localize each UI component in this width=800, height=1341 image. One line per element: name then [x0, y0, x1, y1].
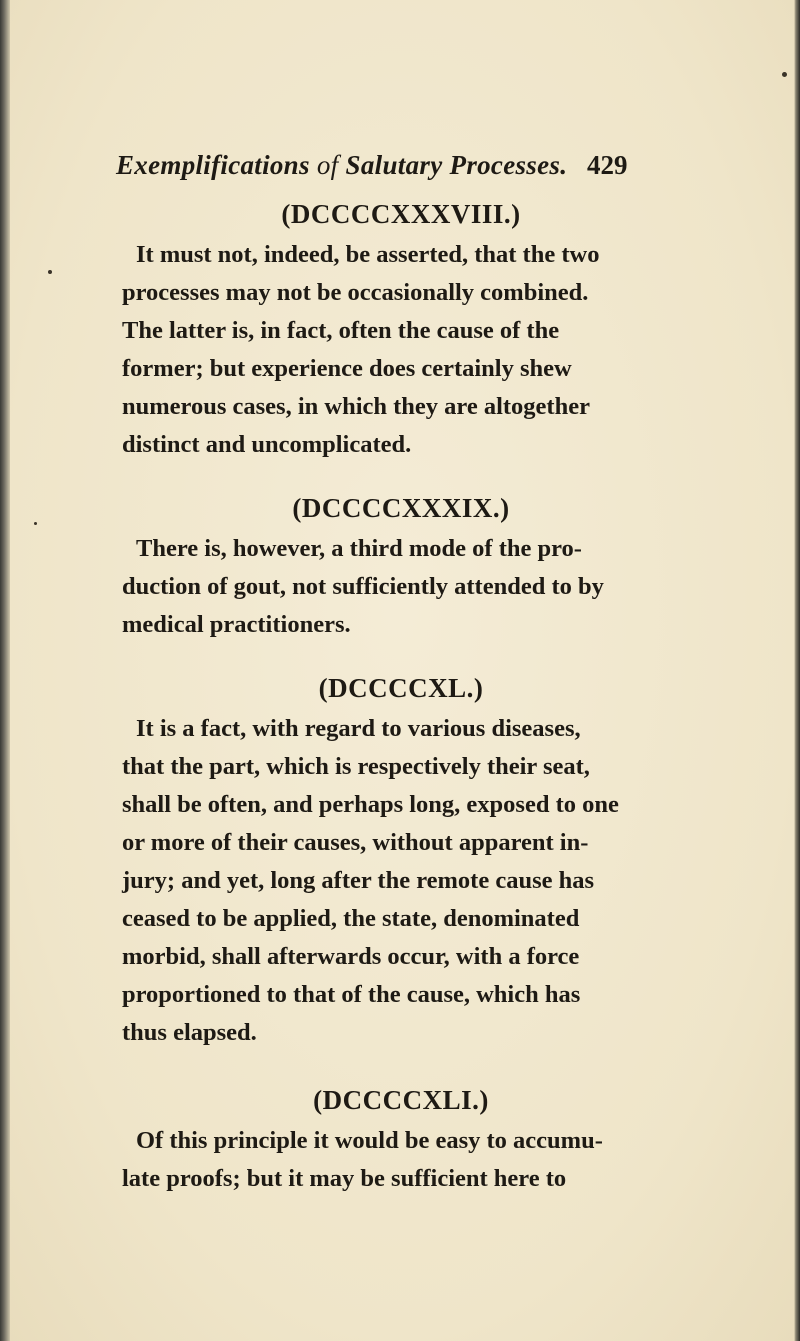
section-heading: (DCCCCXLI.) [313, 1085, 489, 1115]
text-line: late proofs; but it may be sufficient here to [122, 1165, 567, 1192]
text-line: It must not, indeed, be asserted, that the two [136, 241, 600, 268]
text-line: jury; and yet, long after the remote cause has [122, 867, 595, 894]
text-line: duction of gout, not sufficiently attended to by [122, 573, 604, 600]
text-line: shall be often, and perhaps long, exposed to one [122, 791, 619, 818]
section-dccccxli [122, 1084, 662, 1198]
text-line: that the part, which is respectively their seat, [122, 753, 590, 780]
page-outer-edge [794, 0, 800, 1341]
section-dccccxxxix [122, 492, 662, 644]
section-dccccxxxviii [122, 198, 662, 464]
section-heading: (DCCCCXXXIX.) [292, 493, 510, 523]
section-heading: (DCCCCXL.) [318, 673, 484, 703]
text-line: proportioned to that of the cause, which has [122, 981, 581, 1008]
section-paragraph [122, 710, 662, 1052]
section-dccccxl [122, 672, 662, 1052]
page-binding-edge [0, 0, 10, 1341]
text-line: The latter is, in fact, often the cause of the [122, 317, 560, 344]
page-number: 429 [587, 150, 628, 180]
text-line: thus elapsed. [122, 1019, 257, 1046]
text-line: or more of their causes, without apparent in- [122, 829, 589, 856]
paper-speck [48, 270, 52, 274]
section-paragraph [122, 236, 662, 464]
text-line: morbid, shall afterwards occur, with a force [122, 943, 580, 970]
paper-speck [782, 72, 787, 77]
text-line: It is a fact, with regard to various diseases, [136, 715, 581, 742]
running-title-part: of [316, 150, 339, 180]
section-paragraph [122, 1122, 662, 1198]
running-header [0, 150, 800, 190]
running-title-part: Exemplifications [116, 150, 310, 180]
text-line: processes may not be occasionally combined. [122, 279, 589, 306]
running-title-part: Salutary Processes. [345, 150, 568, 180]
text-line: There is, however, a third mode of the pro- [136, 535, 582, 562]
text-line: medical practitioners. [122, 611, 351, 638]
paper-speck [34, 522, 37, 525]
text-line: Of this principle it would be easy to accumu- [136, 1127, 603, 1154]
section-heading: (DCCCCXXXVIII.) [281, 199, 521, 229]
section-paragraph [122, 530, 662, 644]
text-line: numerous cases, in which they are altogether [122, 393, 590, 420]
text-line: distinct and uncomplicated. [122, 431, 412, 458]
text-line: former; but experience does certainly shew [122, 355, 572, 382]
text-line: ceased to be applied, the state, denominated [122, 905, 580, 932]
running-title [116, 150, 567, 181]
